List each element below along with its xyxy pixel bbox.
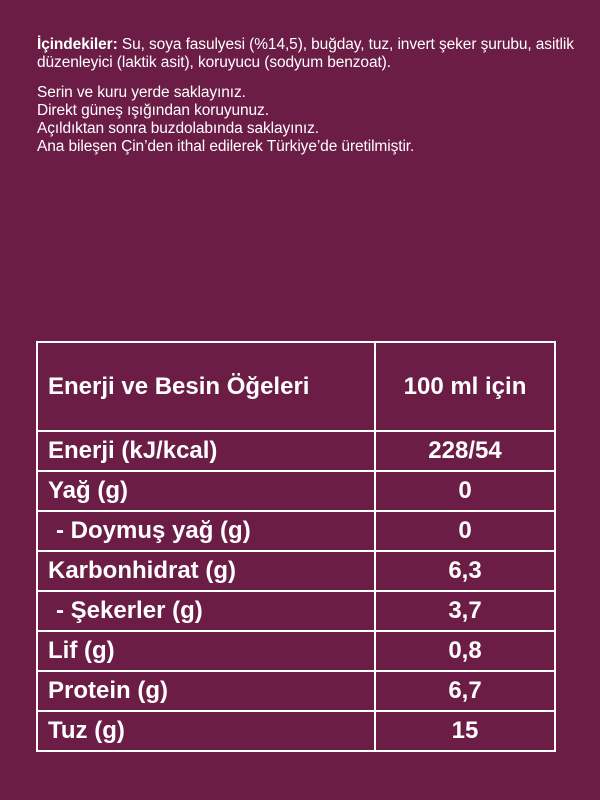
storage-line: Serin ve kuru yerde saklayınız. — [37, 84, 246, 101]
ingredients-paragraph — [37, 36, 577, 72]
ingredients-label: İçindekiler: — [37, 36, 118, 53]
table-row — [37, 591, 555, 631]
nutrient-value: 0 — [375, 511, 555, 551]
nutrition-header-row — [37, 342, 555, 431]
storage-line: Direkt güneş ışığından koruyunuz. — [37, 102, 269, 119]
table-row — [37, 431, 555, 471]
nutrition-table-wrapper — [36, 341, 556, 752]
nutrient-name: - Doymuş yağ (g) — [37, 511, 375, 551]
nutrient-value: 0 — [375, 471, 555, 511]
table-row — [37, 511, 555, 551]
storage-line: Açıldıktan sonra buzdolabında saklayınız. — [37, 120, 319, 137]
table-row — [37, 671, 555, 711]
nutrient-value: 15 — [375, 711, 555, 751]
nutrient-name: Protein (g) — [37, 671, 375, 711]
nutrient-value: 6,3 — [375, 551, 555, 591]
table-row — [37, 631, 555, 671]
nutrition-header-name: Enerji ve Besin Öğeleri — [37, 342, 375, 431]
nutrient-value: 228/54 — [375, 431, 555, 471]
nutrient-value: 3,7 — [375, 591, 555, 631]
nutrient-name: Karbonhidrat (g) — [37, 551, 375, 591]
table-row — [37, 711, 555, 751]
nutrient-name: - Şekerler (g) — [37, 591, 375, 631]
table-row — [37, 471, 555, 511]
nutrient-name: Enerji (kJ/kcal) — [37, 431, 375, 471]
nutrition-header-value: 100 ml için — [375, 342, 555, 431]
ingredients-text: Su, soya fasulyesi (%14,5), buğday, tuz, invert şeker şurubu, asitlik düzenleyici (laktik asit), koruyucu (sodyum benzoat). — [37, 36, 574, 71]
nutrient-name: Lif (g) — [37, 631, 375, 671]
origin-line: Ana bileşen Çin’den ithal edilerek Türkiye’de üretilmiştir. — [37, 138, 415, 155]
storage-instructions — [37, 84, 577, 156]
nutrition-table — [36, 341, 556, 752]
nutrient-value: 6,7 — [375, 671, 555, 711]
table-row — [37, 551, 555, 591]
nutrient-name: Yağ (g) — [37, 471, 375, 511]
nutrient-name: Tuz (g) — [37, 711, 375, 751]
nutrient-value: 0,8 — [375, 631, 555, 671]
label-text-block — [37, 36, 577, 156]
